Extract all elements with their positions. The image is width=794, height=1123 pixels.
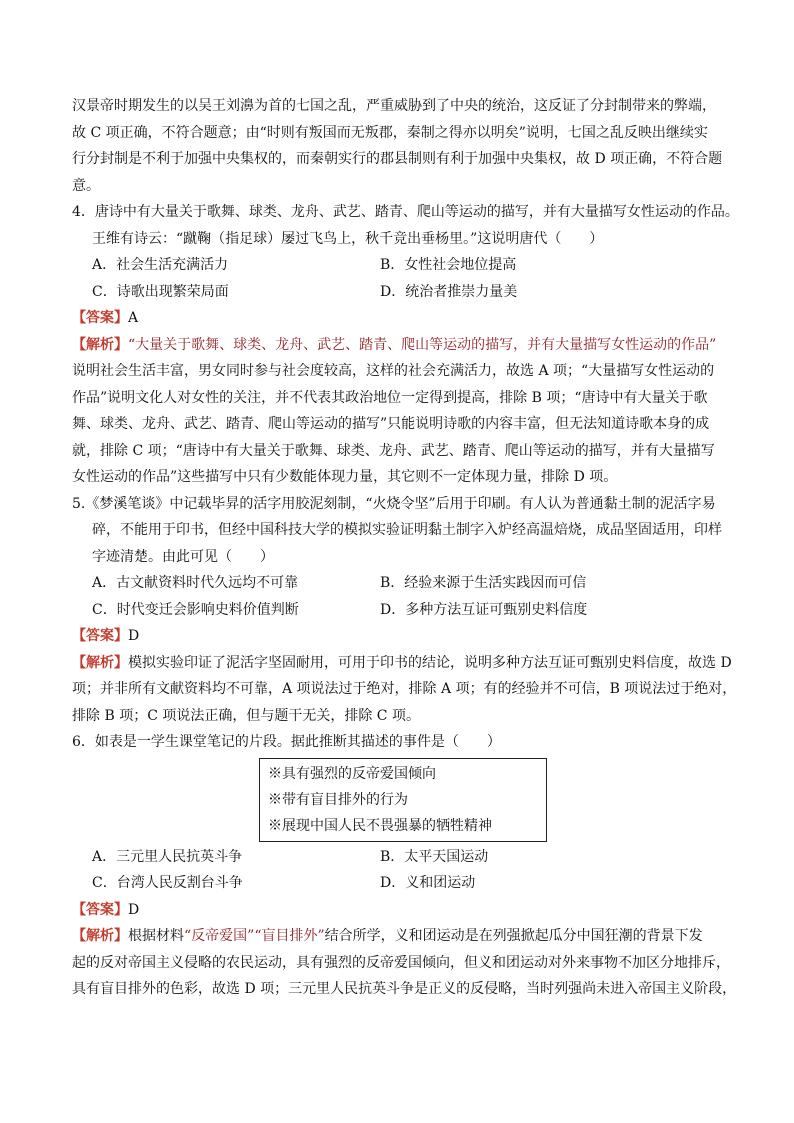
answer-tag: 【答案】: [72, 310, 128, 326]
text-line: 作品”说明文化人对女性的关注，并不代表其政治地位一定得到提高，排除 B 项；“唐诗中有大量关于歌: [72, 389, 708, 406]
note-item: ※展现中国人民不畏强暴的牺牲精神: [268, 817, 492, 834]
option-d: D．多种方法互证可甄别史料信度: [380, 601, 588, 618]
analysis-quote: “反帝爱国”“盲目排外”: [184, 928, 325, 944]
analysis-quote: “大量关于歌舞、球类、龙舟、武艺、踏青、爬山等运动的描写，并有大量描写女性运动的作品”: [128, 336, 717, 353]
question-stem: 4．唐诗中有大量关于歌舞、球类、龙舟、武艺、踏青、爬山等运动的描写，并有大量描写女性运动的作品。: [72, 204, 739, 220]
question-stem: 6．如表是一学生课堂笔记的片段。据此推断其描述的事件是（ ）: [72, 734, 501, 750]
answer-tag: 【答案】: [72, 628, 128, 644]
option-d: D．统治者推崇力量美: [380, 283, 518, 300]
analysis-line: [72, 923, 727, 950]
option-a: A．三元里人民抗英斗争: [92, 848, 243, 865]
analysis-tag: 【解析】: [72, 654, 128, 671]
analysis-tag: 【解析】: [72, 336, 128, 353]
option-c: C．时代变迁会影响史料价值判断: [92, 601, 299, 618]
option-b: B．女性社会地位提高: [380, 257, 517, 273]
answer-value: D: [128, 628, 140, 644]
text-line: 意。: [72, 177, 100, 194]
question-stem: 碎，不能用于印书，但经中国科技大学的模拟实验证明黏土制字入炉经高温焙烧，成品坚固适用，印样: [92, 522, 722, 538]
answer-tag: 【答案】: [72, 901, 128, 918]
text-line: 具有盲目排外的色彩，故选 D 项；三元里人民抗英斗争是正义的反侵略，当时列强尚未进入帝国主义阶段，: [72, 981, 737, 997]
text-line: 就，排除 C 项；“唐诗中有大量关于歌舞、球类、龙舟、武艺、踏青、爬山等运动的描写，并有大量描写: [72, 442, 715, 459]
answer-line: [72, 623, 727, 650]
option-c: C．诗歌出现繁荣局面: [92, 283, 229, 300]
answer-line: [72, 305, 727, 332]
note-item: ※具有强烈的反帝爱国倾向: [268, 765, 436, 782]
question-5: [72, 491, 737, 730]
text-line: 项；并非所有文献资料均不可靠，A 项说法过于绝对，排除 A 项；有的经验并不可信，B 项说法过于绝对，: [72, 681, 737, 697]
text-line: 起的反对帝国主义侵略的农民运动，具有强烈的反帝爱国倾向，但义和团运动对外来事物不加区分地排斥，: [72, 954, 730, 971]
class-notes-table: [259, 758, 547, 842]
text-line: 行分封制是不利于加强中央集权的，而秦朝实行的郡县制则有利于加强中央集权，故 D 项正确，不符合题: [72, 151, 723, 167]
option-b: B．太平天国运动: [380, 848, 489, 865]
answer-line: [72, 897, 727, 924]
option-d: D．义和团运动: [380, 875, 476, 891]
option-a: A．社会生活充满活力: [92, 257, 229, 273]
question-4: [72, 199, 739, 491]
question-stem: 字迹清楚。由此可见（ ）: [92, 548, 274, 565]
analysis-text: 模拟实验印证了泥活字坚固耐用，可用于印书的结论，说明多种方法互证可甄别史料信度，故选 D: [128, 654, 732, 671]
analysis-text: 根据材料: [128, 928, 184, 944]
analysis-line: [72, 332, 727, 359]
note-item: ※带有盲目排外的行为: [268, 791, 408, 808]
options-grid: [72, 252, 727, 305]
options-grid: [72, 844, 727, 897]
option-c: C．台湾人民反割台斗争: [92, 875, 243, 891]
analysis-text: 结合所学，义和团运动是在列强掀起瓜分中国狂潮的背景下发: [324, 928, 703, 944]
analysis-tag: 【解析】: [72, 928, 128, 944]
question-stem: 王维有诗云：“蹴鞠（指足球）屡过飞鸟上，秋千竞出垂杨里。”这说明唐代（ ）: [92, 230, 604, 247]
option-b: B．经验来源于生活实践因而可信: [380, 575, 587, 591]
text-line: 说明社会生活丰富，男女同时参与社会度较高，这样的社会充满活力，故选 A 项；“大量描写女性运动的: [72, 363, 715, 379]
analysis-line: [72, 650, 732, 677]
text-line: 舞、球类、龙舟、武艺、踏青、爬山等运动的描写”只能说明诗歌的内容丰富，但无法知道诗歌本身的成: [72, 416, 710, 432]
answer-value: A: [128, 310, 139, 326]
text-line: 女性运动的作品”这些描写中只有少数能体现力量，其它则不一定体现力量，排除 D 项。: [72, 469, 618, 485]
answer-value: D: [128, 901, 140, 918]
question-stem: 5.《梦溪笔谈》中记载毕昇的活字用胶泥刻制，“火烧令坚”后用于印刷。有人认为普通黏土制的泥活字易: [72, 495, 716, 512]
option-a: A．古文献资料时代久远均不可靠: [92, 575, 299, 591]
options-grid: [72, 570, 727, 623]
question-6: [72, 729, 737, 1003]
text-line: 故 C 项正确，不符合题意；由“时则有叛国而无叛郡，秦制之得亦以明矣”说明，七国之乱反映出继续实: [72, 124, 708, 141]
continued-analysis: [72, 93, 727, 199]
document-page: [72, 93, 739, 1003]
text-line: 排除 B 项；C 项说法正确，但与题干无关，排除 C 项。: [72, 707, 420, 724]
text-line: 汉景帝时期发生的以吴王刘濞为首的七国之乱，严重威胁到了中央的统治，这反证了分封制带来的弊端，: [72, 98, 716, 114]
